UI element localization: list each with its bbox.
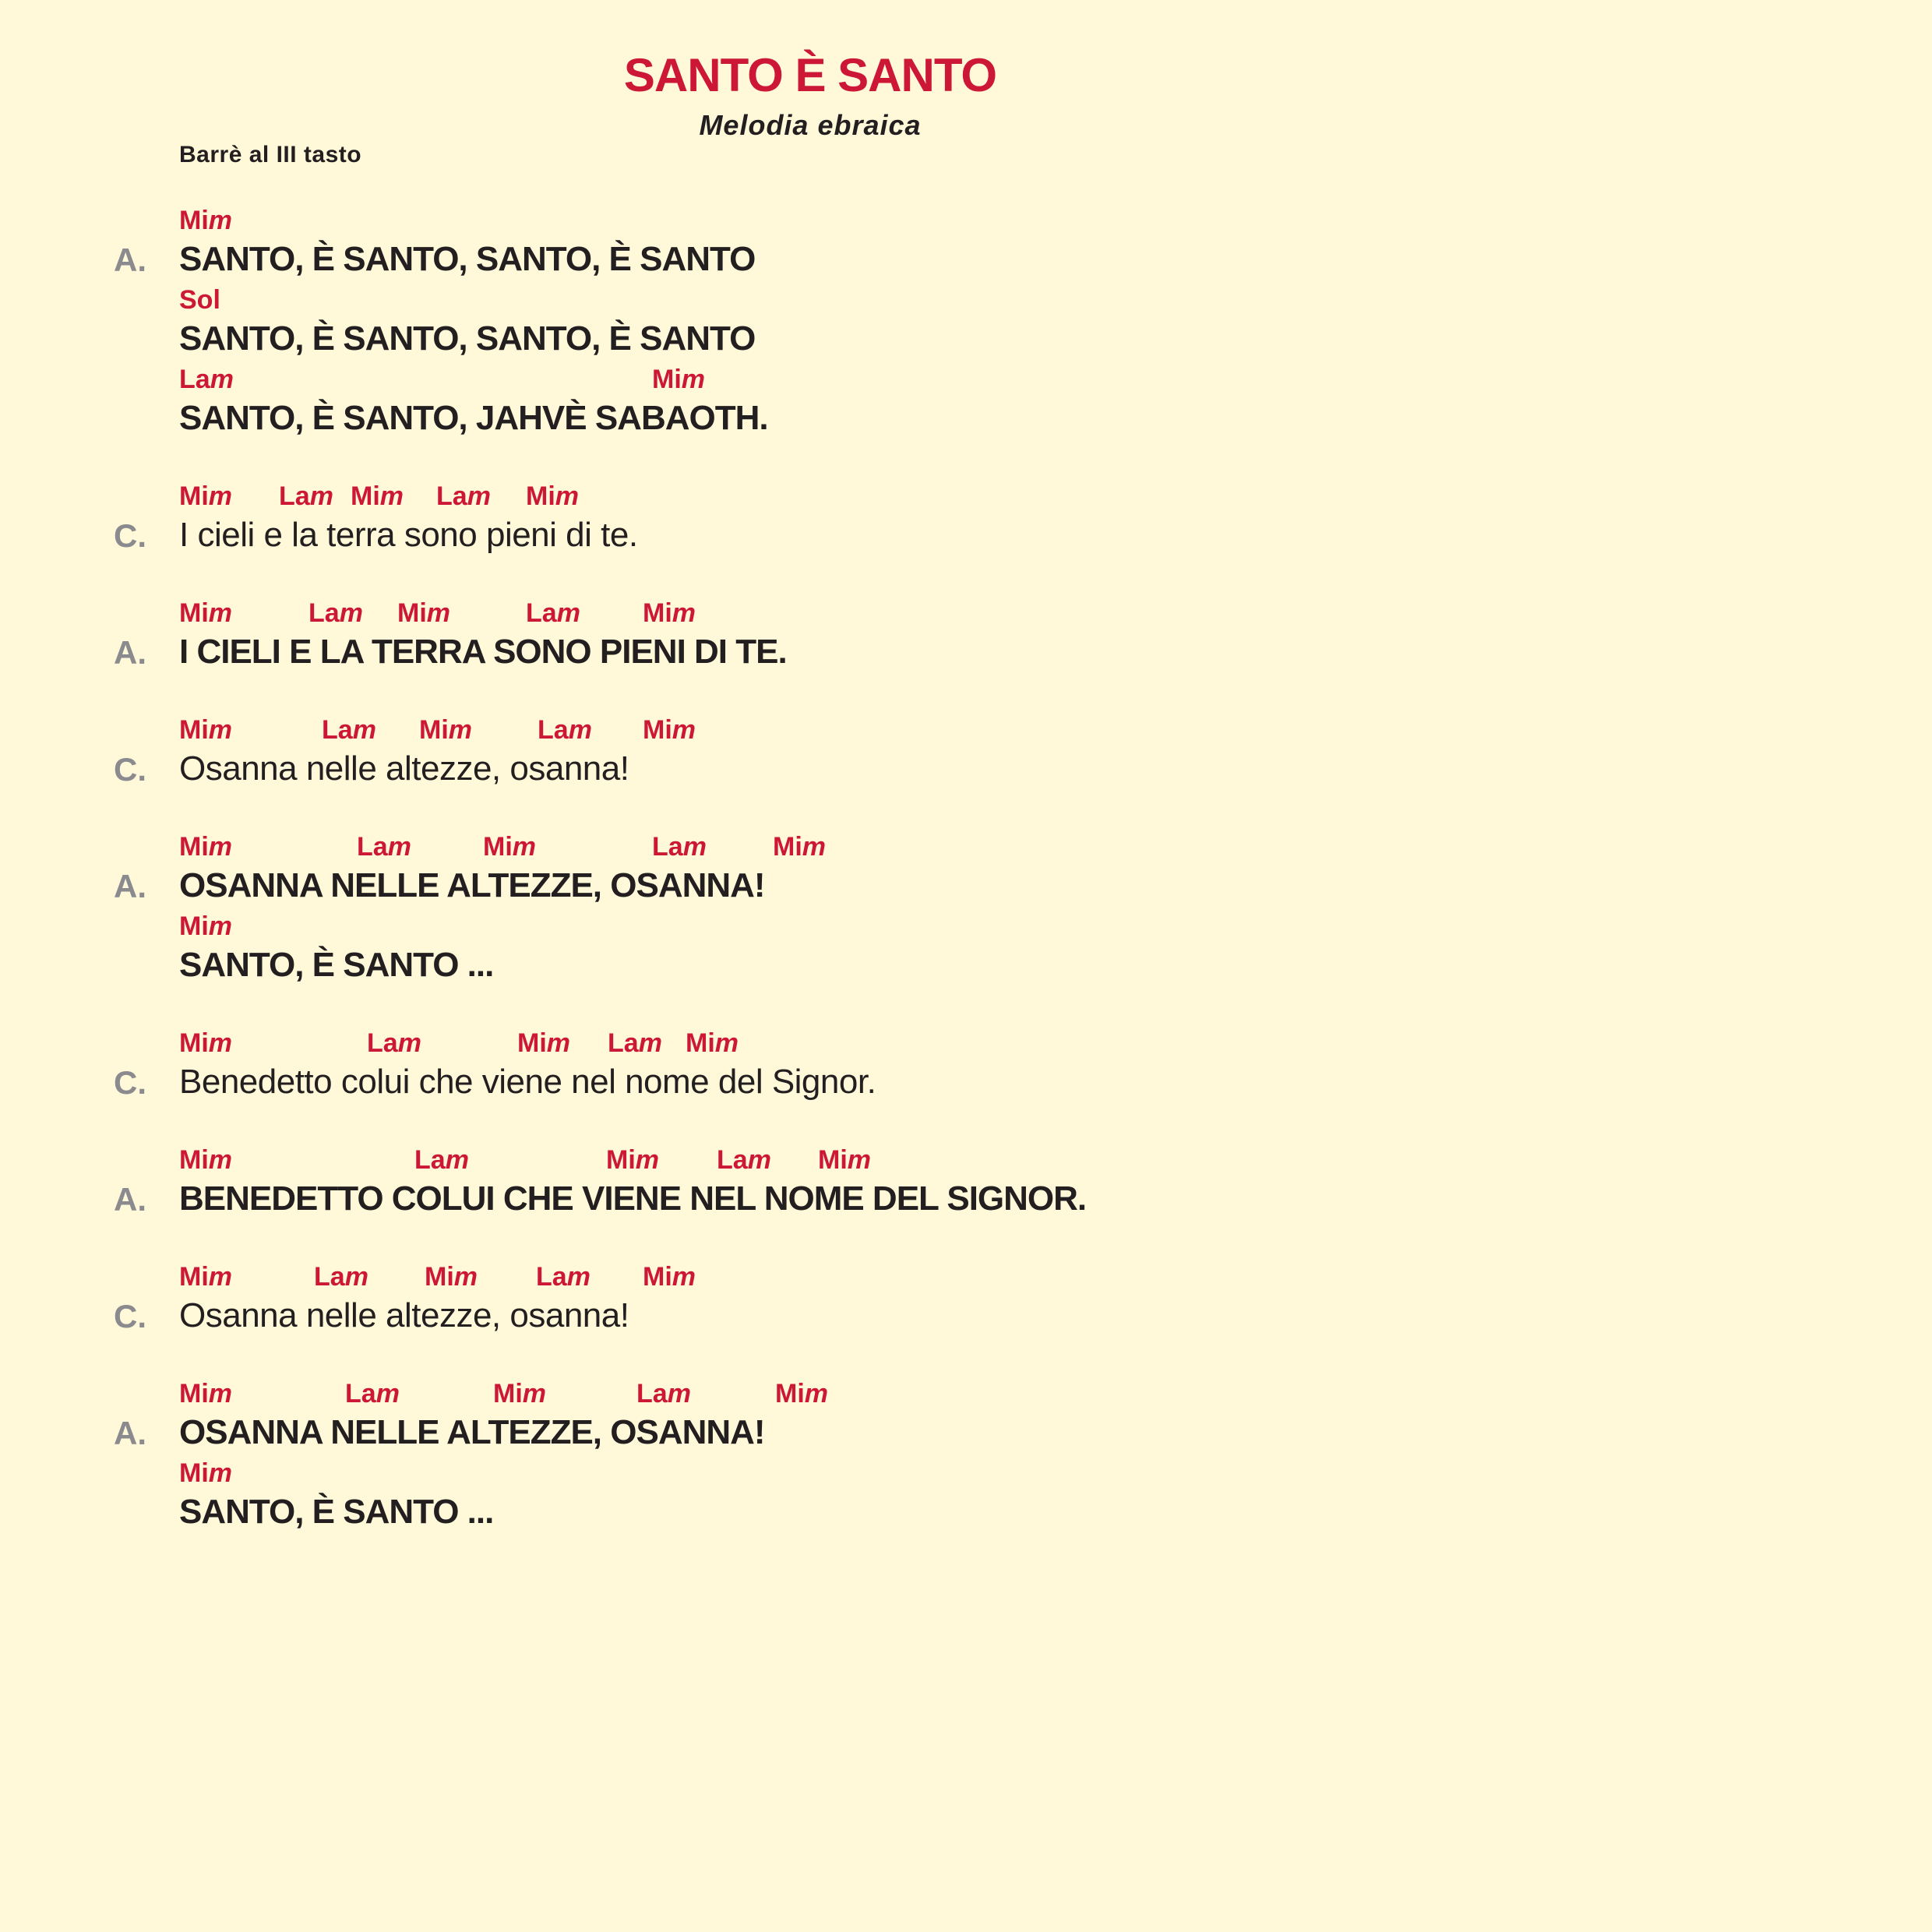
chord-quality: m [804,1379,829,1408]
chord-root: Mi [351,481,380,511]
chord-row [179,1028,1504,1059]
chord-quality: m [672,715,696,745]
chord [652,832,707,862]
song-subtitle: Melodia ebraica [699,109,922,141]
part-label: A. [114,1415,146,1451]
chord-quality: m [375,1379,400,1408]
lyric-line: BENEDETTO COLUI CHE VIENE NEL NOME DEL SIGNOR. [179,1179,1087,1218]
chord-quality: m [638,1028,662,1058]
chord-quality: m [847,1145,872,1175]
chord-quality: m [397,1028,421,1058]
chord-quality: m [512,832,537,862]
chord [179,911,232,942]
chord [526,598,580,629]
chord [179,1145,232,1176]
chord-root: Mi [773,832,802,862]
part-label: C. [114,751,146,788]
chord-root: Mi [517,1028,547,1058]
chord-quality: m [445,1145,469,1175]
chord-quality: m [387,832,411,862]
chord-row [179,1262,1504,1293]
part-label: A. [114,242,146,278]
chord [717,1145,771,1176]
chord-row [179,598,1504,629]
chord-row [179,206,1504,237]
chord [179,1262,232,1292]
chord-root: La [608,1028,639,1058]
lyric-line: Osanna nelle altezze, osanna! [179,749,629,788]
chord-root: La [314,1262,345,1292]
chord-quality: m [682,832,707,862]
chord [517,1028,570,1059]
chord-root: La [717,1145,748,1175]
chord [179,481,232,512]
chord-quality: m [210,365,234,394]
chord [179,206,232,236]
chord-root: Mi [179,911,209,941]
lyric-line: OSANNA NELLE ALTEZZE, OSANNA! [179,866,765,904]
part-label: A. [114,1181,146,1218]
chord-root: Mi [643,598,672,628]
chord-root: La [636,1379,668,1408]
chord [493,1379,546,1409]
chord [179,598,232,629]
chord-root: Mi [775,1379,805,1408]
lyric-line: SANTO, È SANTO ... [179,946,494,984]
chord [636,1379,691,1409]
chord [179,365,234,395]
chord-root: Mi [493,1379,523,1408]
chord [357,832,411,862]
chord-root: Mi [643,1262,672,1292]
chord [536,1262,591,1292]
capo-note: Barrè al III tasto [179,142,362,167]
chord-root: La [536,1262,567,1292]
chord-root: Mi [179,481,209,511]
chord-quality: m [681,365,706,394]
chord [652,365,705,395]
chord-root: La [279,481,310,511]
chord-quality: m [714,1028,739,1058]
chord-quality: m [208,1145,233,1175]
chord-quality: m [208,481,233,511]
part-label: C. [114,1064,146,1101]
chord-root: Mi [818,1145,848,1175]
chord-quality: m [522,1379,547,1408]
chord-root: La [322,715,353,745]
part-label: C. [114,517,146,554]
chord [351,481,404,512]
chord-quality: m [208,1028,233,1058]
chord [345,1379,400,1409]
chord-row [179,911,1504,943]
chord-root: Mi [179,1458,209,1488]
chord-root: Mi [179,1379,209,1408]
chord [179,285,220,316]
chord-quality: m [208,715,233,745]
chord [179,1458,232,1489]
chord-quality: m [379,481,404,511]
chord [279,481,333,512]
chord [308,598,363,629]
lyric-line: SANTO, È SANTO, JAHVÈ SABAOTH. [179,399,768,437]
lyric-line: OSANNA NELLE ALTEZZE, OSANNA! [179,1413,765,1451]
chord-root: La [357,832,388,862]
chord [179,715,232,746]
lyric-line: I cieli e la terra sono pieni di te. [179,516,638,554]
chord-root: Sol [179,285,220,315]
part-label: A. [114,634,146,671]
chord-root: Mi [526,481,555,511]
chord [608,1028,662,1059]
chord-row [179,1458,1504,1490]
chord [538,715,592,746]
chord [425,1262,478,1292]
chord-quality: m [747,1145,771,1175]
chord-root: La [179,365,210,394]
chord-quality: m [672,1262,696,1292]
chord [179,832,232,862]
chord-root: Mi [179,206,209,235]
chord-quality: m [448,715,473,745]
chord-quality: m [467,481,491,511]
chord [686,1028,739,1059]
chord-root: La [308,598,340,628]
chord-root: Mi [643,715,672,745]
chord-row [179,1379,1504,1410]
chord-root: Mi [652,365,682,394]
chord-root: Mi [606,1145,636,1175]
chord-quality: m [352,715,376,745]
chord-root: Mi [179,715,209,745]
chord-root: La [414,1145,446,1175]
chord [179,1379,232,1409]
chord-quality: m [208,1458,233,1488]
lyric-line: Osanna nelle altezze, osanna! [179,1296,629,1334]
chord-row [179,481,1504,513]
chord-quality: m [672,598,696,628]
chord [397,598,450,629]
lyric-line: Benedetto colui che viene nel nome del Signor. [179,1063,876,1101]
chord-root: Mi [686,1028,715,1058]
chord-quality: m [546,1028,571,1058]
chord-quality: m [426,598,451,628]
chord-root: La [526,598,557,628]
chord-quality: m [208,1379,233,1408]
chord-root: Mi [179,832,209,862]
chord [643,598,696,629]
chord [606,1145,659,1176]
chord [419,715,472,746]
song-title: SANTO È SANTO [623,49,997,101]
chord-row [179,285,1504,316]
chord [773,832,826,862]
chord-root: Mi [397,598,427,628]
chord-root: La [652,832,683,862]
lyric-line: SANTO, È SANTO, SANTO, È SANTO [179,319,756,358]
chord [526,481,579,512]
chord-quality: m [667,1379,691,1408]
chord-quality: m [309,481,333,511]
chord-row [179,715,1504,746]
chord-quality: m [802,832,827,862]
chord-root: Mi [483,832,513,862]
chord [322,715,376,746]
chord [643,1262,696,1292]
chord-root: Mi [179,1145,209,1175]
chord [314,1262,368,1292]
chord-row [179,1145,1504,1176]
chord [367,1028,421,1059]
chord-quality: m [339,598,363,628]
chord-quality: m [208,206,233,235]
chord-quality: m [635,1145,660,1175]
chord-quality: m [208,832,233,862]
chord-root: Mi [179,1262,209,1292]
chord-root: Mi [179,598,209,628]
chord [643,715,696,746]
chord-root: Mi [179,1028,209,1058]
chord-quality: m [453,1262,478,1292]
lyric-line: SANTO, È SANTO ... [179,1493,494,1531]
chord-quality: m [556,598,580,628]
chord-row [179,365,1504,396]
chord-quality: m [555,481,580,511]
chord-root: La [538,715,569,745]
lyric-line: I CIELI E LA TERRA SONO PIENI DI TE. [179,633,787,671]
chord [179,1028,232,1059]
chord-quality: m [566,1262,591,1292]
chord [775,1379,828,1409]
chord-quality: m [344,1262,368,1292]
chord-root: Mi [425,1262,454,1292]
chord-quality: m [208,911,233,941]
chord-quality: m [208,598,233,628]
chord-quality: m [208,1262,233,1292]
chord [818,1145,871,1176]
chord-root: Mi [419,715,449,745]
chord-row [179,832,1504,863]
chord [436,481,491,512]
chord [414,1145,469,1176]
part-label: A. [114,868,146,904]
chord [483,832,536,862]
chord-quality: m [568,715,592,745]
chord-root: La [345,1379,376,1408]
lyric-line: SANTO, È SANTO, SANTO, È SANTO [179,240,756,278]
part-label: C. [114,1298,146,1334]
chord-root: La [436,481,467,511]
chord-root: La [367,1028,398,1058]
